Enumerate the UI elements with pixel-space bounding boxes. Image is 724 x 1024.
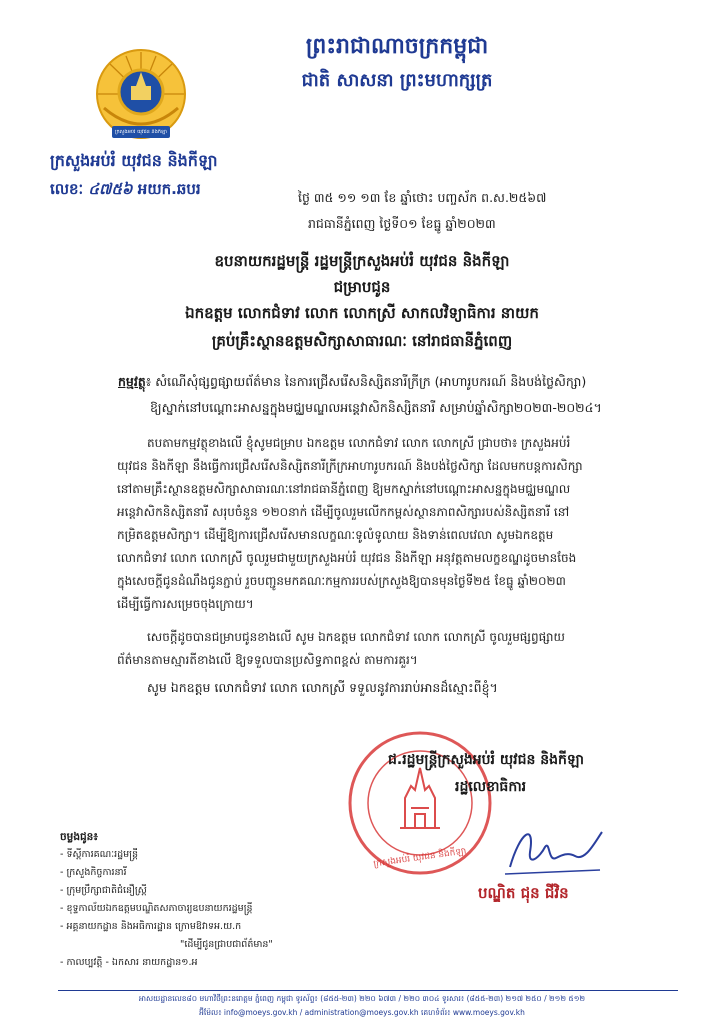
body-line: ដើម្បីធ្វើការសម្រេចចុងក្រោយ។ xyxy=(117,597,254,611)
cc-item: - ក្រសួងកិច្ចការនារី xyxy=(60,867,127,878)
signatory-title: ជ.រដ្ឋមន្ត្រីក្រសួងអប់រំ យុវជន និងកីឡា xyxy=(388,752,585,768)
cc-item: - ខុទ្ទកាល័យឯកឧត្តមបណ្ឌិតសភាចារ្យឧបនាយករដ្ឋមន្ត្រី xyxy=(60,903,253,914)
signatory-name: បណ្ឌិត ជុន ជីវិន xyxy=(478,884,569,902)
addressee-salutation: ជម្រាបជូន xyxy=(333,278,391,296)
cc-list xyxy=(60,828,360,972)
cc-item: - អគ្គនាយកដ្ឋាន និងអធិការដ្ឋាន ក្រោមឱវាទអ.យ.ក xyxy=(60,921,242,932)
body-line: អន្តេវាសិកនិស្សិតនារី សរុបចំនួន ១២០នាក់ ដើម្បីចូលរួមលើកកម្ពស់ស្ថានភាពសិក្សារបស់និស្សិតនារី នៅ xyxy=(117,505,570,519)
subject-label: កម្មវត្ថុ xyxy=(118,374,146,389)
reference-suffix: អយក.ឆបរ xyxy=(137,180,201,198)
body-line: តបតាមកម្មវត្ថុខាងលើ ខ្ញុំសូមជម្រាប ឯកឧត្តម លោកជំទាវ លោក លោកស្រី ជ្រាបថា៖ ក្រសួងអប់រំ xyxy=(147,436,571,450)
stamp-text: ក្រសួងអប់រំ យុវជន និងកីឡា xyxy=(372,846,467,870)
addressee-institutions: គ្រប់គ្រឹះស្ថានឧត្តមសិក្សាសាធារណៈ នៅរាជធានីភ្នំពេញ xyxy=(211,332,513,350)
ministry-logo xyxy=(92,42,190,146)
signatory-position: រដ្ឋលេខាធិការ xyxy=(455,779,527,795)
kingdom-title: ព្រះរាជាណាចក្រកម្ពុជា xyxy=(305,34,489,59)
subject-line-2: ឱ្យស្នាក់នៅបណ្ដោះអាសន្នក្នុងមជ្ឈមណ្ឌលអន្តេវាសិកនិស្សិតនារី សម្រាប់ឆ្នាំសិក្សា២០២៣-២០២៤។ xyxy=(150,400,602,415)
reference-number xyxy=(50,180,201,202)
footer-address: អាសយដ្ឋានលេខ៨០ មហាវិថីព្រះនរោត្ដម ភ្នំពេញ កម្ពុជា ទូរស័ព្ទ៖ (៨៥៥-២៣) ២២០ ៦៧៣ / ២២០ ៣០៤ ទូរសារ៖ (៨៥៥-២៣) ២១៧ ២៥០ / ២១២ ៥១២ xyxy=(138,994,586,1003)
cc-item: "ដើម្បីជូនជ្រាបជាព័ត៌មាន" xyxy=(180,939,273,950)
body-paragraph-2 xyxy=(117,626,687,672)
body-line: លោកជំទាវ លោក លោកស្រី ចូលរួមជាមួយក្រសួងអប់រំ យុវជន និងកីឡា អនុវត្តតាមលក្ខខណ្ឌដូចមានចែង xyxy=(117,551,577,565)
body-line: នៅតាមគ្រឹះស្ថានឧត្តមសិក្សាសាធារណៈនៅរាជធានីភ្នំពេញ ឱ្យមកស្នាក់នៅបណ្ដោះអាសន្នក្នុងមជ្ឈមណ្ឌល xyxy=(117,482,571,496)
cc-item: - ទីស្ដីការគណៈរដ្ឋមន្ត្រី xyxy=(60,849,139,860)
reference-handwritten: ៤៧៥៦ xyxy=(88,180,133,198)
footer-contacts: អ៊ីម៉ែល៖ info@moeys.gov.kh / administration@moeys.gov.kh គេហទំព័រ៖ www.moeys.gov.kh xyxy=(199,1008,525,1017)
body-line: កម្រិតឧត្តមសិក្សា។ ដើម្បីឱ្យការជ្រើសរើសមានលក្ខណៈទូលំទូលាយ និងទាន់ពេលវេលា សូមឯកឧត្តម xyxy=(117,528,554,542)
logo-caption: ក្រសួងអប់រំ យុវជន និងកីឡា xyxy=(114,129,168,135)
solar-date: រាជធានីភ្នំពេញ ថ្ងៃទី០១ ខែធ្នូ ឆ្នាំ២០២៣ xyxy=(308,216,496,231)
closing-line: សូម ឯកឧត្តម លោកជំទាវ លោក លោកស្រី ទទួលនូវការរាប់អានដ៏ស្មោះពីខ្ញុំ។ xyxy=(147,680,498,695)
body-line: យុវជន និងកីឡា នឹងធ្វើការជ្រើសរើសនិស្សិតនារីក្រីក្រអាហារូបករណ៍ និងបង់ថ្លៃសិក្សា ដែលមកបន្តការសិក្សា xyxy=(117,459,583,473)
body-line: ព័ត៌មានតាមស្មារតីខាងលើ ឱ្យទទួលបានប្រសិទ្ធភាពខ្ពស់ តាមការគួរ។ xyxy=(117,653,418,667)
body-line: សេចក្ដីដូចបានជម្រាបជូនខាងលើ សូម ឯកឧត្តម លោកជំទាវ លោក លោកស្រី ចូលរួមផ្សព្វផ្សាយ xyxy=(147,630,565,644)
body-line: ក្នុងសេចក្ដីជូនដំណឹងជូនភ្ជាប់ រួចបញ្ជូនមកគណៈកម្មការរបស់ក្រសួងឱ្យបានមុនថ្ងៃទី២៥ ខែធ្នូ ឆ្នាំ២០២៣ xyxy=(117,574,566,588)
subject-line: កម្មវត្ថុ៖ សំណើសុំផ្សព្វផ្សាយព័ត៌មាន នៃការជ្រើសរើសនិស្សិតនារីក្រីក្រ (អាហារូបករណ៍ និងបង់ថ្លៃសិក្សា) xyxy=(118,374,587,389)
addressee-title: ឧបនាយករដ្ឋមន្ត្រី រដ្ឋមន្ត្រីក្រសួងអប់រំ យុវជន និងកីឡា xyxy=(214,252,510,270)
reference-label: លេខៈ xyxy=(50,180,84,198)
cc-heading: ចម្លងជូន៖ xyxy=(60,831,98,843)
ministry-name: ក្រសួងអប់រំ យុវជន និងកីឡា xyxy=(50,151,218,170)
addressee-recipients: ឯកឧត្តម លោកជំទាវ លោក លោកស្រី សាកលវិទ្យាធិការ នាយក xyxy=(185,304,539,322)
footer-divider xyxy=(58,990,678,991)
cc-item: - កាលប្បវត្តិ - ឯកសារ នាយកដ្ឋាន១.អ xyxy=(60,957,198,968)
lunar-date: ថ្ងៃ ៣៥ ១១ ១៣ ខែ ឆ្នាំថោះ បញ្ចស័ក ព.ស.២៥៦៧ xyxy=(298,190,547,205)
handwritten-signature xyxy=(490,812,610,882)
body-paragraph-1 xyxy=(117,432,687,616)
national-motto: ជាតិ សាសនា ព្រះមហាក្សត្រ xyxy=(301,70,493,91)
subject-text: សំណើសុំផ្សព្វផ្សាយព័ត៌មាន នៃការជ្រើសរើសនិស្សិតនារីក្រីក្រ (អាហារូបករណ៍ និងបង់ថ្លៃសិក្សា) xyxy=(155,374,587,389)
cc-item: - ក្រុមប្រឹក្សាជាតិជំនឿស្ត្រី xyxy=(60,885,147,896)
